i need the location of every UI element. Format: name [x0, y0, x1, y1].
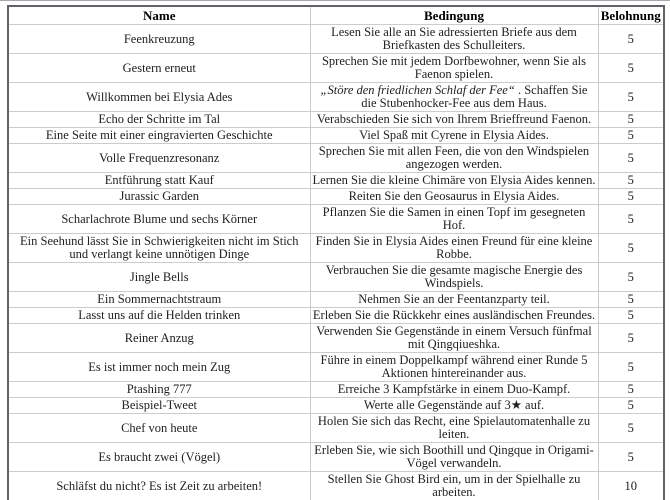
reward-cell: 5: [598, 443, 664, 472]
reward-cell: 5: [598, 308, 664, 324]
name-cell: Feenkreuzung: [8, 25, 310, 54]
reward-cell: 5: [598, 112, 664, 128]
reward-cell: 5: [598, 414, 664, 443]
table-row: [8, 382, 664, 398]
header-row: [8, 6, 664, 25]
condition-text: Verabschieden Sie sich von Ihrem Brieffreund Faenon.: [316, 112, 592, 126]
reward-cell: 5: [598, 324, 664, 353]
column-header-bedingung: Bedingung: [310, 6, 598, 25]
condition-cell: [310, 128, 598, 144]
name-cell: Jurassic Garden: [8, 189, 310, 205]
name-cell: Chef von heute: [8, 414, 310, 443]
condition-cell: [310, 234, 598, 263]
reward-cell: 5: [598, 382, 664, 398]
reward-cell: 5: [598, 205, 664, 234]
name-cell: Echo der Schritte im Tal: [8, 112, 310, 128]
condition-cell: [310, 25, 598, 54]
table-row: [8, 472, 664, 500]
name-cell: Volle Frequenzresonanz: [8, 144, 310, 173]
table-row: [8, 205, 664, 234]
condition-quote-italic: „Störe den friedlichen Schlaf der Fee“: [320, 83, 515, 97]
reward-cell: 5: [598, 144, 664, 173]
condition-text: Reiten Sie den Geosaurus in Elysia Aides.: [348, 189, 560, 203]
condition-text: Verbrauchen Sie die gesamte magische Energie des Windspiels.: [325, 263, 583, 290]
table-row: [8, 128, 664, 144]
name-cell: Reiner Anzug: [8, 324, 310, 353]
condition-cell: [310, 263, 598, 292]
condition-cell: [310, 382, 598, 398]
condition-cell: [310, 443, 598, 472]
table-row: [8, 308, 664, 324]
table-body: [8, 25, 664, 500]
table-row: [8, 173, 664, 189]
reward-cell: 5: [598, 173, 664, 189]
condition-text: Werte alle Gegenstände auf 3★ auf.: [363, 398, 545, 412]
name-cell: Ein Seehund lässt Sie in Schwierigkeiten nicht im Stich und verlangt keine unnötigen Dinge: [8, 234, 310, 263]
condition-text: Sprechen Sie mit allen Feen, die von den Windspielen angezogen werden.: [318, 144, 590, 171]
achievements-table: [7, 5, 665, 500]
reward-cell: 5: [598, 83, 664, 112]
name-cell: Jingle Bells: [8, 263, 310, 292]
condition-text: Sprechen Sie mit jedem Dorfbewohner, wenn Sie als Faenon spielen.: [321, 54, 586, 81]
table-row: [8, 112, 664, 128]
reward-cell: 5: [598, 54, 664, 83]
condition-text: Pflanzen Sie die Samen in einen Topf im gesegneten Hof.: [322, 205, 586, 232]
table-row: [8, 234, 664, 263]
table-row: [8, 189, 664, 205]
condition-text: Erleben Sie, wie sich Boothill und Qingque in Origami-Vögel verwandeln.: [314, 443, 594, 470]
table-row: [8, 398, 664, 414]
table-row: [8, 324, 664, 353]
condition-text: Führe in einem Doppelkampf während einer Runde 5 Aktionen hintereinander aus.: [320, 353, 588, 380]
condition-cell: [310, 398, 598, 414]
condition-cell: [310, 144, 598, 173]
name-cell: Eine Seite mit einer eingravierten Geschichte: [8, 128, 310, 144]
condition-text: Viel Spaß mit Cyrene in Elysia Aides.: [359, 128, 549, 142]
condition-cell: [310, 414, 598, 443]
name-cell: Willkommen bei Elysia Ades: [8, 83, 310, 112]
column-header-belohnung: Belohnung: [598, 6, 664, 25]
top-divider: [0, 0, 670, 1]
reward-cell: 5: [598, 398, 664, 414]
reward-cell: 10: [598, 472, 664, 500]
name-cell: Beispiel-Tweet: [8, 398, 310, 414]
reward-cell: 5: [598, 353, 664, 382]
condition-cell: [310, 308, 598, 324]
name-cell: Ptashing 777: [8, 382, 310, 398]
condition-cell: [310, 54, 598, 83]
condition-cell: [310, 83, 598, 112]
name-cell: Es ist immer noch mein Zug: [8, 353, 310, 382]
table-row: [8, 353, 664, 382]
condition-text: . Schaffen Sie die Stubenhocker-Fee aus dem Haus.: [361, 83, 588, 110]
reward-cell: 5: [598, 292, 664, 308]
condition-text: Lernen Sie die kleine Chimäre von Elysia Aides kennen.: [312, 173, 596, 187]
condition-cell: [310, 173, 598, 189]
condition-cell: [310, 324, 598, 353]
condition-cell: [310, 112, 598, 128]
condition-text: Erleben Sie die Rückkehr eines ausländischen Freundes.: [312, 308, 596, 322]
condition-text: Stellen Sie Ghost Bird ein, um in der Spielhalle zu arbeiten.: [327, 472, 581, 499]
name-cell: Scharlachrote Blume und sechs Körner: [8, 205, 310, 234]
column-header-name: Name: [8, 6, 310, 25]
reward-cell: 5: [598, 234, 664, 263]
condition-cell: [310, 189, 598, 205]
table-row: [8, 443, 664, 472]
reward-cell: 5: [598, 25, 664, 54]
table-row: [8, 263, 664, 292]
name-cell: Gestern erneut: [8, 54, 310, 83]
table-row: [8, 25, 664, 54]
condition-cell: [310, 353, 598, 382]
name-cell: Schläfst du nicht? Es ist Zeit zu arbeiten!: [8, 472, 310, 500]
condition-text: Lesen Sie alle an Sie adressierten Briefe aus dem Briefkasten des Schulleiters.: [331, 25, 577, 52]
name-cell: Es braucht zwei (Vögel): [8, 443, 310, 472]
table-row: [8, 83, 664, 112]
condition-cell: [310, 205, 598, 234]
condition-text: Holen Sie sich das Recht, eine Spielautomatenhalle zu leiten.: [317, 414, 591, 441]
reward-cell: 5: [598, 263, 664, 292]
table-row: [8, 54, 664, 83]
table-row: [8, 414, 664, 443]
condition-text: Erreiche 3 Kampfstärke in einem Duo-Kampf.: [337, 382, 571, 396]
reward-cell: 5: [598, 189, 664, 205]
table-row: [8, 144, 664, 173]
table-row: [8, 292, 664, 308]
condition-text: Nehmen Sie an der Feentanzparty teil.: [358, 292, 550, 306]
condition-cell: [310, 472, 598, 500]
condition-cell: [310, 292, 598, 308]
name-cell: Lasst uns auf die Helden trinken: [8, 308, 310, 324]
name-cell: Entführung statt Kauf: [8, 173, 310, 189]
condition-text: Finden Sie in Elysia Aides einen Freund für eine kleine Robbe.: [315, 234, 593, 261]
name-cell: Ein Sommernachtstraum: [8, 292, 310, 308]
reward-cell: 5: [598, 128, 664, 144]
condition-text: Verwenden Sie Gegenstände in einem Versuch fünfmal mit Qingqiueshka.: [316, 324, 592, 351]
